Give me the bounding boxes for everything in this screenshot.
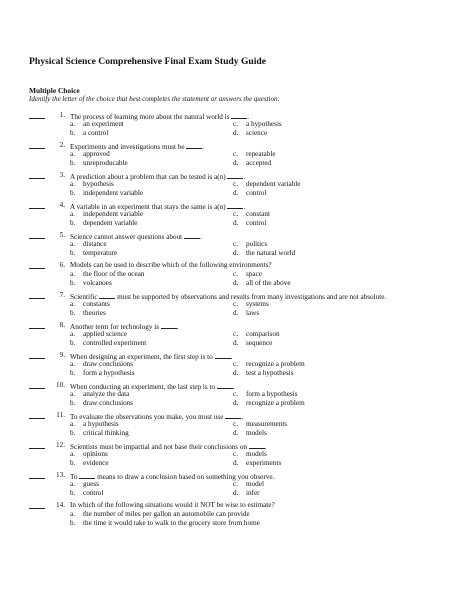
stem-text-before: Another term for technology is <box>70 323 160 331</box>
answer-choice <box>70 339 146 348</box>
choice-text: experiments <box>246 459 282 467</box>
choice-letter: a. <box>70 330 75 338</box>
choice-text: draw conclusions <box>83 360 134 368</box>
question-number: 12. <box>56 441 65 449</box>
stem-text-before: Scientists must be impartial and not base their conclusions on <box>70 443 248 451</box>
choice-text: systems <box>246 300 269 308</box>
choice-text: science <box>246 129 268 137</box>
answer-choice <box>233 270 262 279</box>
question-list <box>0 111 474 537</box>
stem-text-before: A prediction about a problem that can be tested is a(n) <box>70 173 226 181</box>
answer-choice <box>70 489 103 498</box>
choice-letter: b. <box>70 459 76 467</box>
answer-choice <box>233 330 280 339</box>
stem-text-before: When conducting an experiment, the last step is to <box>70 383 216 391</box>
answer-choice <box>233 429 267 438</box>
answer-choice <box>70 519 260 528</box>
answer-choice <box>233 339 272 348</box>
choice-text: applied science <box>83 330 128 338</box>
stem-text-before: Experiments and investigations must be <box>70 143 185 151</box>
choice-letter: c. <box>233 390 238 398</box>
stem-text-after: . <box>232 383 235 391</box>
stem-text-before: When designing an experiment, the first step is to <box>70 353 213 361</box>
question-item <box>0 171 474 201</box>
question-number: 4. <box>59 201 65 209</box>
stem-text-after: . <box>243 203 246 211</box>
choice-text: politics <box>246 240 268 248</box>
stem-text-before: A variable in an experiment that stays the same is a(n) <box>70 203 226 211</box>
stem-text-after: . <box>176 323 179 331</box>
answer-choice <box>233 159 271 168</box>
inline-fill-blank <box>215 351 231 359</box>
answer-choice <box>70 399 133 408</box>
choice-letter: c. <box>233 120 238 128</box>
choice-text: space <box>246 270 262 278</box>
choice-text: sequence <box>246 339 273 347</box>
choice-text: opinions <box>83 450 108 458</box>
choice-letter: c. <box>233 330 238 338</box>
choice-text: draw conclusions <box>83 399 134 407</box>
stem-text-after: . <box>241 413 243 421</box>
choice-letter: a. <box>70 300 75 308</box>
choice-letter: a. <box>70 420 75 428</box>
inline-fill-blank <box>186 141 205 151</box>
choice-letter: b. <box>70 219 76 227</box>
answer-choice <box>233 279 291 288</box>
answer-choice <box>70 330 127 339</box>
choice-text: independent variable <box>83 210 144 218</box>
choice-text: test a hypothesis <box>246 369 294 377</box>
question-item <box>0 471 474 501</box>
answer-choice <box>233 129 267 138</box>
answer-choice <box>233 309 259 318</box>
question-item <box>0 261 474 291</box>
answer-choice <box>70 360 133 369</box>
choice-letter: c. <box>233 240 238 248</box>
choice-letter: c. <box>233 210 238 218</box>
answer-choice <box>70 390 129 399</box>
answer-choice <box>70 210 143 219</box>
choice-letter: b. <box>70 189 76 197</box>
stem-text-after: must be supported by observations and results from many investigations and are not absolute. <box>117 293 387 301</box>
stem-text-before: Science cannot answer questions about <box>70 233 183 241</box>
choice-letter: c. <box>233 480 238 488</box>
question-number: 1. <box>59 111 65 119</box>
choice-letter: c. <box>233 270 238 278</box>
question-item <box>0 141 474 171</box>
question-item <box>0 381 474 411</box>
inline-fill-blank <box>161 321 177 329</box>
question-number: 9. <box>59 351 65 359</box>
choice-text: critical thinking <box>83 429 129 437</box>
choice-letter: d. <box>233 339 239 347</box>
choice-letter: a. <box>70 270 75 278</box>
choice-text: models <box>246 450 267 458</box>
question-number: 13. <box>56 471 65 479</box>
question-item <box>0 411 474 441</box>
choice-text: the time it would take to walk to the grocery store from home <box>83 519 260 527</box>
choice-letter: c. <box>233 300 238 308</box>
answer-choice <box>70 180 114 189</box>
answer-choice <box>233 480 264 489</box>
choice-text: dependent variable <box>246 180 301 188</box>
stem-text-after: . <box>264 443 267 451</box>
choice-text: models <box>246 429 267 437</box>
choice-text: recognize a problem <box>246 399 305 407</box>
answer-choice <box>70 120 124 129</box>
stem-text-before: To <box>70 473 78 481</box>
choice-text: form a hypothesis <box>83 369 135 377</box>
choice-letter: d. <box>233 459 239 467</box>
answer-choice <box>70 189 143 198</box>
answer-choice <box>233 240 267 249</box>
question-item <box>0 501 474 537</box>
question-item <box>0 441 474 471</box>
answer-choice <box>70 429 129 438</box>
choice-letter: b. <box>70 429 76 437</box>
question-stem <box>70 501 275 510</box>
choice-text: infer <box>246 489 260 497</box>
choice-text: control <box>246 219 267 227</box>
choice-text: measurements <box>246 420 288 428</box>
choice-letter: c. <box>233 150 238 158</box>
choice-text: controlled experiment <box>83 339 147 347</box>
choice-text: laws <box>246 309 260 317</box>
choice-letter: a. <box>70 120 75 128</box>
answer-choice <box>70 369 135 378</box>
choice-letter: c. <box>233 450 238 458</box>
question-number: 3. <box>59 171 65 179</box>
choice-letter: c. <box>233 360 238 368</box>
choice-letter: a. <box>70 390 75 398</box>
choice-letter: a. <box>70 240 75 248</box>
choice-letter: a. <box>70 360 75 368</box>
question-item <box>0 321 474 351</box>
answer-choice <box>70 150 110 159</box>
choice-text: unreproducable <box>83 159 128 167</box>
answer-choice <box>70 219 137 228</box>
choice-letter: b. <box>70 519 76 527</box>
answer-choice <box>70 159 128 168</box>
choice-text: a hypothesis <box>246 120 282 128</box>
inline-fill-blank <box>217 381 233 389</box>
stem-text-after: . <box>202 143 205 151</box>
answer-choice <box>70 480 99 489</box>
choice-text: dependent variable <box>83 219 138 227</box>
stem-text-before: Models can be used to describe which of the following environments? <box>70 261 272 269</box>
choice-text: repeatable <box>246 150 276 158</box>
stem-text-before: In which of the following situations would it NOT be wise to estimate? <box>70 501 275 509</box>
answer-choice <box>233 390 298 399</box>
choice-text: constant <box>246 210 270 218</box>
answer-choice <box>233 459 281 468</box>
answer-choice <box>70 249 117 258</box>
question-item <box>0 231 474 261</box>
page-title: Physical Science Comprehensive Final Exam Study Guide <box>29 56 267 67</box>
choice-text: guess <box>83 480 99 488</box>
answer-choice <box>233 180 300 189</box>
choice-text: the floor of the ocean <box>83 270 145 278</box>
inline-fill-blank <box>231 111 250 121</box>
question-item <box>0 201 474 231</box>
inline-fill-blank <box>227 201 246 211</box>
inline-fill-blank <box>249 441 265 449</box>
choice-letter: b. <box>70 249 76 257</box>
stem-text-after: . <box>247 113 250 121</box>
choice-letter: a. <box>70 450 75 458</box>
choice-letter: a. <box>70 510 75 518</box>
answer-choice <box>70 459 109 468</box>
inline-fill-blank <box>225 411 241 419</box>
answer-choice <box>233 249 295 258</box>
choice-letter: d. <box>233 249 239 257</box>
answer-choice <box>70 510 250 519</box>
choice-text: approved <box>83 150 110 158</box>
answer-choice <box>70 300 110 309</box>
answer-choice <box>233 369 294 378</box>
choice-letter: d. <box>233 189 239 197</box>
answer-choice <box>233 150 276 159</box>
question-number: 11. <box>56 411 65 419</box>
choice-text: a control <box>83 129 109 137</box>
choice-text: distance <box>83 240 107 248</box>
choice-text: the natural world <box>246 249 296 257</box>
choice-text: constants <box>83 300 110 308</box>
question-number: 8. <box>59 321 65 329</box>
answer-choice <box>233 300 269 309</box>
choice-letter: d. <box>233 279 239 287</box>
answer-choice <box>233 120 282 129</box>
choice-text: control <box>246 189 267 197</box>
choice-text: model <box>246 480 264 488</box>
answer-choice <box>233 189 266 198</box>
choice-letter: b. <box>70 279 76 287</box>
choice-text: recognize a problem <box>246 360 305 368</box>
choice-letter: d. <box>233 129 239 137</box>
choice-letter: a. <box>70 180 75 188</box>
answer-choice <box>70 420 119 429</box>
stem-text-before: The process of learning more about the natural world is <box>70 113 230 121</box>
choice-text: evidence <box>83 459 109 467</box>
answer-choice <box>233 399 305 408</box>
choice-letter: b. <box>70 309 76 317</box>
choice-text: an experiment <box>83 120 124 128</box>
choice-letter: b. <box>70 129 76 137</box>
section-instructions: Identify the letter of the choice that best completes the statement or answers the question. <box>29 95 280 103</box>
choice-text: temperature <box>83 249 118 257</box>
answer-choice <box>70 129 108 138</box>
answer-choice <box>70 309 106 318</box>
answer-choice <box>233 489 260 498</box>
answer-choice <box>70 240 107 249</box>
choice-letter: a. <box>70 210 75 218</box>
answer-choice <box>233 219 266 228</box>
question-stem <box>70 261 272 270</box>
choice-letter: d. <box>233 429 239 437</box>
choice-text: theories <box>83 309 106 317</box>
choice-text: accepted <box>246 159 272 167</box>
question-number: 10. <box>56 381 65 389</box>
choice-letter: b. <box>70 489 76 497</box>
choice-text: control <box>83 489 104 497</box>
question-stem <box>70 291 386 302</box>
choice-text: the number of miles per gallon an automobile can provide <box>83 510 250 518</box>
choice-letter: d. <box>233 159 239 167</box>
choice-letter: c. <box>233 180 238 188</box>
question-number: 5. <box>59 231 65 239</box>
choice-letter: a. <box>70 480 75 488</box>
choice-letter: a. <box>70 150 75 158</box>
choice-text: form a hypothesis <box>246 390 298 398</box>
answer-choice <box>233 450 267 459</box>
choice-letter: b. <box>70 369 76 377</box>
choice-letter: c. <box>233 420 238 428</box>
choice-letter: d. <box>233 399 239 407</box>
inline-fill-blank <box>227 171 246 181</box>
stem-text-before: To evaluate the observations you make, you must use <box>70 413 224 421</box>
choice-letter: b. <box>70 399 76 407</box>
inline-fill-blank <box>99 291 115 299</box>
choice-text: comparison <box>246 330 280 338</box>
section-heading: Multiple Choice <box>29 86 80 95</box>
choice-letter: d. <box>233 369 239 377</box>
question-number: 2. <box>59 141 65 149</box>
choice-text: all of the above <box>246 279 291 287</box>
question-number: 7. <box>59 291 65 299</box>
answer-choice <box>233 360 305 369</box>
choice-text: a hypothesis <box>83 420 119 428</box>
choice-letter: d. <box>233 309 239 317</box>
answer-choice <box>70 279 112 288</box>
question-number: 6. <box>59 261 65 269</box>
answer-choice <box>233 420 287 429</box>
inline-fill-blank <box>79 471 95 479</box>
choice-text: hypothesis <box>83 180 114 188</box>
choice-text: volcanoes <box>83 279 112 287</box>
choice-letter: d. <box>233 219 239 227</box>
choice-letter: d. <box>233 489 239 497</box>
stem-text-after: . <box>199 233 202 241</box>
choice-letter: b. <box>70 339 76 347</box>
question-item <box>0 351 474 381</box>
stem-text-before: Scientific <box>70 293 98 301</box>
choice-text: independent variable <box>83 189 144 197</box>
answer-choice <box>70 450 108 459</box>
stem-text-after: means to draw a conclusion based on something you observe. <box>97 473 275 481</box>
choice-text: analyze the data <box>83 390 130 398</box>
question-item <box>0 111 474 141</box>
choice-letter: b. <box>70 159 76 167</box>
stem-text-after: . <box>243 173 246 181</box>
stem-text-after: . <box>230 353 233 361</box>
answer-choice <box>70 270 144 279</box>
question-item <box>0 291 474 321</box>
question-number: 14. <box>56 501 65 509</box>
inline-fill-blank <box>184 231 200 239</box>
answer-choice <box>233 210 270 219</box>
